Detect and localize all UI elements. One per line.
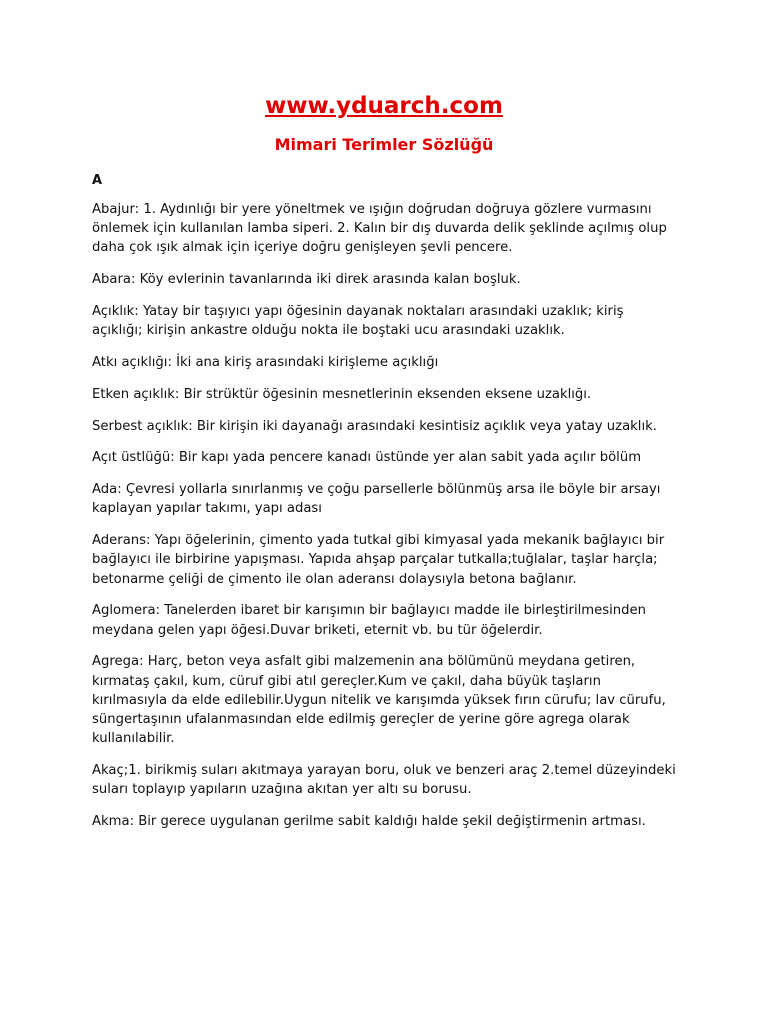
term-entry: Akaç;1. birikmiş suları akıtmaya yarayan boru, oluk ve benzeri araç 2.temel düzeyindeki suları toplayıp yapıların uzağına akıtan yer altı su borusu. xyxy=(92,763,676,798)
term-entry: Açıklık: Yatay bir taşıyıcı yapı öğesinin dayanak noktaları arasındaki uzaklık; kiriş açıklığı; kirişin ankastre olduğu nokta ile boştaki ucu arasındaki uzaklık. xyxy=(92,304,624,339)
term-entry: Abara: Köy evlerinin tavanlarında iki direk arasında kalan boşluk. xyxy=(92,272,521,288)
site-url-link[interactable]: www.yduarch.com xyxy=(265,93,503,119)
term-entry: Ada: Çevresi yollarla sınırlanmış ve çoğu parsellerle bölünmüş arsa ile böyle bir arsayı kaplayan yapılar takımı, yapı adası xyxy=(92,482,661,517)
term-entry: Aglomera: Tanelerden ibaret bir karışımın bir bağlayıcı madde ile birleştirilmesinden meydana gelen yapı öğesi.Duvar briketi, eternit vb. bu tür öğelerdir. xyxy=(92,603,646,638)
term-list xyxy=(92,200,676,831)
term-entry: Akma: Bir gerece uygulanan gerilme sabit kaldığı halde şekil değiştirmenin artması. xyxy=(92,814,646,829)
term-entry: Açıt üstlüğü: Bir kapı yada pencere kanadı üstünde yer alan sabit yada açılır bölüm xyxy=(92,450,642,466)
term-entry: Agrega: Harç, beton veya asfalt gibi malzemenin ana bölümünü meydana getiren, kırmataş çakıl, kum, cüruf gibi atıl gereçler.Kum ve çakıl, daha büyük taşların kırılmasıyla da elde edilebilir.Uygun nitelik ve karışımda yüksek fırın cürufu; lav cürufu, süngertaşının ufalanmasından elde edilmiş gereçler de yerine göre agrega olarak kullanılabilir. xyxy=(92,654,666,747)
term-entry: Atkı açıklığı: İki ana kiriş arasındaki kirişleme açıklığı xyxy=(92,355,439,370)
term-entry: Etken açıklık: Bir strüktür öğesinin mesnetlerinin eksenden eksene uzaklığı. xyxy=(92,386,592,402)
term-entry: Abajur: 1. Aydınlığı bir yere yöneltmek ve ışığın doğrudan doğruya gözlere vurmasını önlemek için kullanılan lamba siperi. 2. Kalın bir dış duvarda delik şeklinde açılmış olup daha çok ışık almak için içeriye doğru genişleyen şevli pencere. xyxy=(92,202,667,256)
letter-heading: A xyxy=(92,173,103,188)
term-entry: Aderans: Yapı öğelerinin, çimento yada tutkal gibi kimyasal yada mekanik bağlayıcı bir bağlayıcı ile birbirine yapışması. Yapıda ahşap parçalar tutkalla;tuğlalar, taşlar harçla; betonarme çeliği de çimento ile olan aderansı dolaysıyla betona bağlanır. xyxy=(92,533,665,587)
term-entry: Serbest açıklık: Bir kirişin iki dayanağı arasındaki kesintisiz açıklık veya yatay uzaklık. xyxy=(92,418,657,434)
document-title: Mimari Terimler Sözlüğü xyxy=(274,135,494,154)
